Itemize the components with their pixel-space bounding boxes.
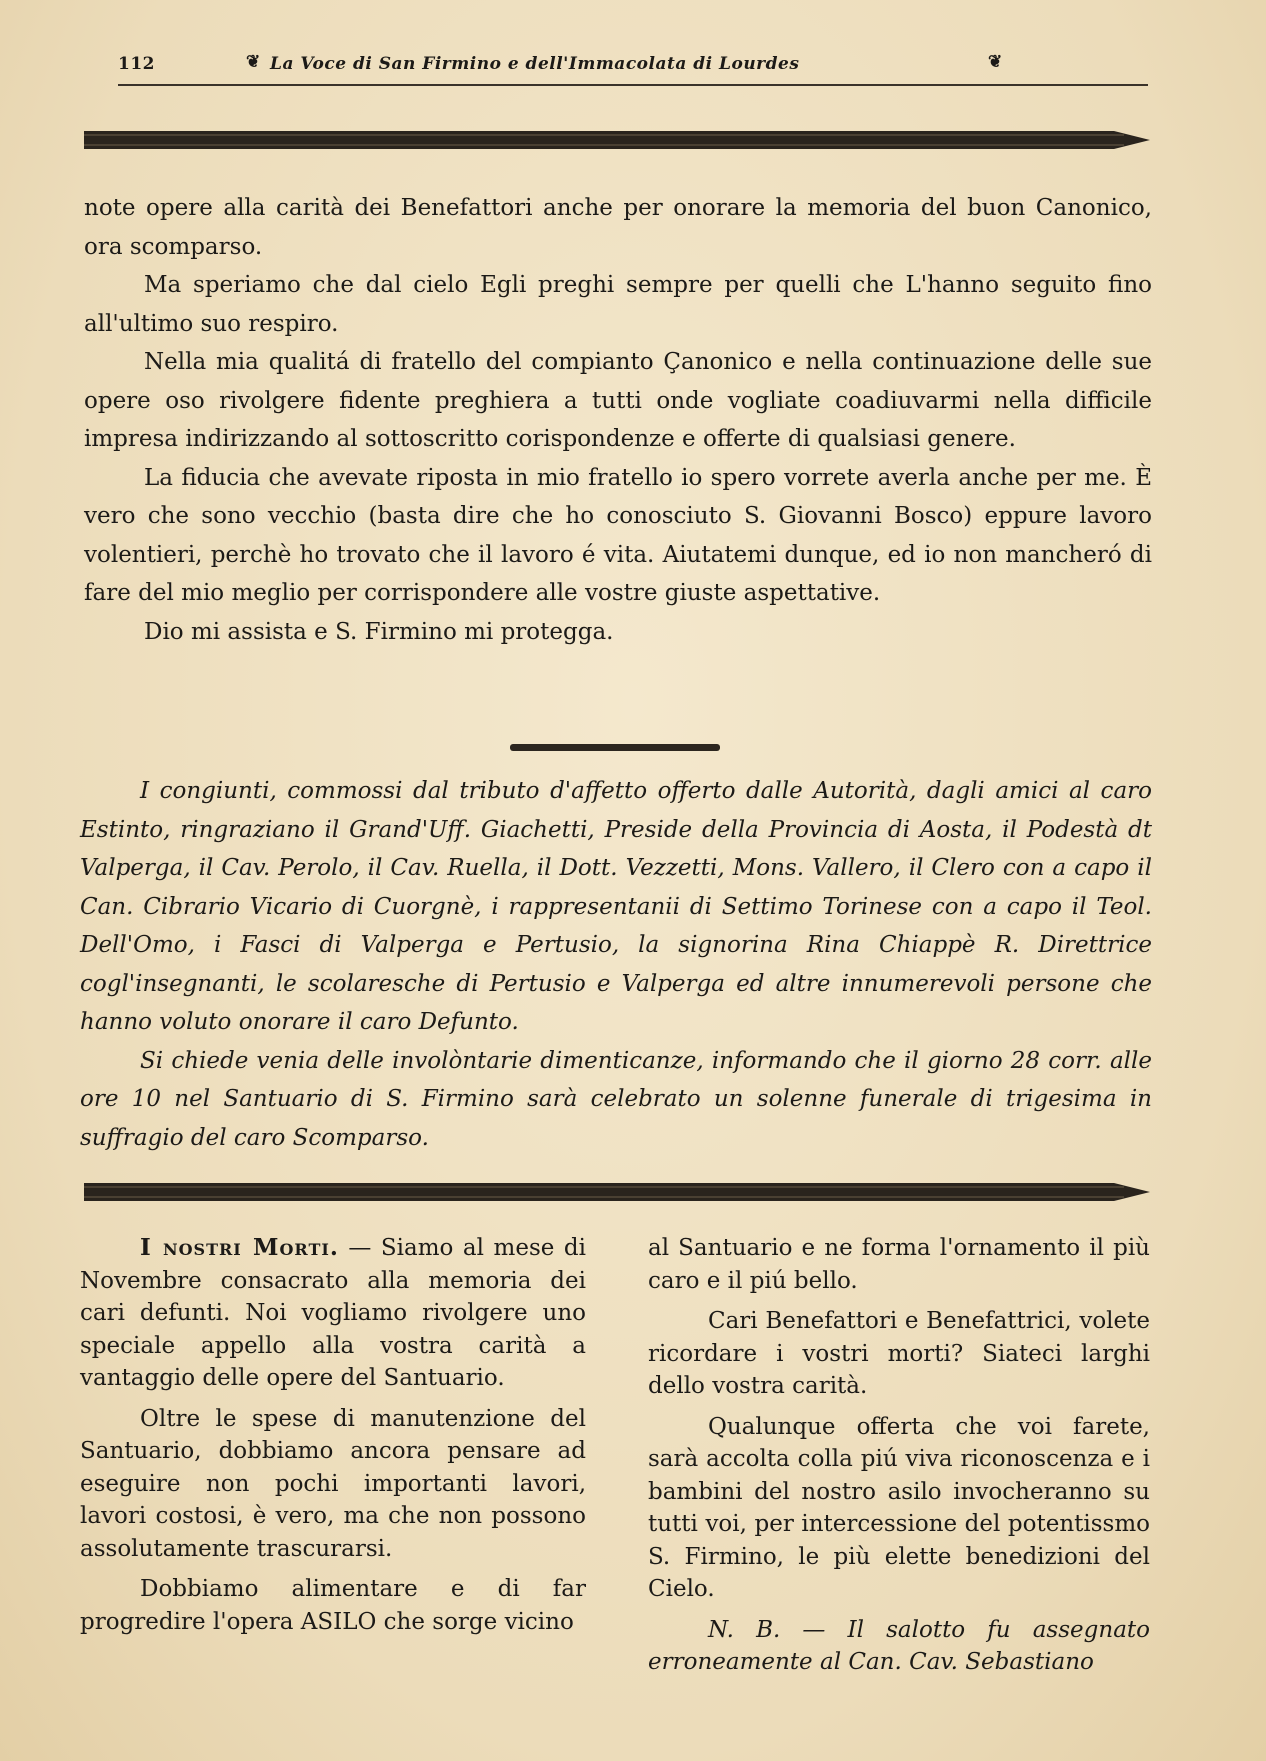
publication-title: La Voce di San Firmino e dell'Immacolata di Lourdes xyxy=(270,54,800,74)
paragraph xyxy=(80,1232,586,1395)
header-rule xyxy=(118,84,1148,86)
paragraph: Qualunque offerta che voi farete, sarà accolta colla piú viva riconoscenza e i bambini del nostro asilo invocheranno su tutti voi, per intercessione del potentissmo S. Firmino, le più elette benedizioni del Cielo. xyxy=(648,1413,1150,1602)
running-header xyxy=(118,52,1148,82)
paragraph: Nella mia qualitá di fratello del compianto Çanonico e nella continuazione delle sue opere oso rivolgere fidente preghiera a tutti onde vogliate coadiuvarmi nella difficile impresa indirizzando al sottoscritto corispondenze e offerte di qualsiasi genere. xyxy=(84,349,1152,452)
paragraph: I congiunti, commossi dal tributo d'affetto offerto dalle Autorità, dagli amici al caro Estinto, ringraziano il Grand'Uff. Giachetti, Preside della Provincia di Aosta, il Podestà dt Valperga, il Cav. Perolo, il Cav. Ruella, il Dott. Vezzetti, Mons. Vallero, il Clero con a capo il Can. Cibrario Vicario di Cuorgnè, i rappresentanii di Settimo Torinese con a capo il Teol. Dell'Omo, i Fasci di Valperga e Pertusio, la signorina Rina Chiappè R. Direttrice cogl'insegnanti, le scolaresche di Pertusio e Valperga ed altre innumerevoli persone che hanno voluto onorare il caro Defunto. xyxy=(80,778,1152,1035)
top-divider-band xyxy=(84,130,1150,146)
closing-line: Dio mi assista e S. Firmino mi protegga. xyxy=(144,618,614,645)
paragraph: al Santuario e ne forma l'ornamento il più caro e il piú bello. xyxy=(648,1235,1150,1294)
short-divider xyxy=(510,744,720,751)
section-heading: I nostri Morti. xyxy=(140,1234,339,1261)
paragraph: Si chiede venia delle involòntarie dimenticanze, informando che il giorno 28 corr. alle ore 10 nel Santuario di S. Firmino sarà celebrato un solenne funerale di trigesima in suffragio del caro Scomparso. xyxy=(80,1047,1152,1151)
acknowledgement-notice xyxy=(80,772,1152,1157)
paragraph: Ma speriamo che dal cielo Egli preghi sempre per quelli che L'hanno seguito fino all'ultimo suo respiro. xyxy=(84,272,1152,337)
paragraph: note opere alla carità dei Benefattori anche per onorare la memoria del buon Canonico, ora scomparso. xyxy=(84,195,1152,260)
ornament-left-icon: ❦ xyxy=(246,52,261,72)
paragraph: Dobbiamo alimentare e di far progredire l'opera ASILO che sorge vicino xyxy=(80,1576,586,1635)
paragraph: La fiducia che avevate riposta in mio fratello io spero vorrete averla anche per me. È vero che sono vecchio (basta dire che ho conosciuto S. Giovanni Bosco) eppure lavoro volentieri, perchè ho trovato che il lavoro é vita. Aiutatemi dunque, ed io non mancheró di fare del mio meglio per corrispondere alle vostre giuste aspettative. xyxy=(84,464,1152,606)
paragraph: Oltre le spese di manutenzione del Santuario, dobbiamo ancora pensare ad eseguire non pochi importanti lavori, lavori costosi, è vero, ma che non possono assolutamente trascurarsi. xyxy=(80,1405,586,1562)
right-column xyxy=(648,1232,1150,1679)
ornament-right-icon: ❦ xyxy=(988,52,1003,72)
nota-bene: N. B. — Il salotto fu assegnato erroneamente al Can. Cav. Sebastiano xyxy=(648,1616,1150,1675)
left-column xyxy=(80,1232,586,1638)
paragraph: Cari Benefattori e Benefattrici, volete ricordare i vostri morti? Siateci larghi dello vostra carità. xyxy=(648,1308,1150,1399)
middle-divider-band xyxy=(84,1182,1150,1198)
page-number: 112 xyxy=(118,54,155,74)
paragraph-text: — Siamo al mese di Novembre consacrato alla memoria dei cari defunti. Noi vogliamo rivolgere uno speciale appello alla vostra carità a vantaggio delle opere del Santuario. xyxy=(80,1235,586,1391)
letter-continuation xyxy=(84,189,1152,651)
